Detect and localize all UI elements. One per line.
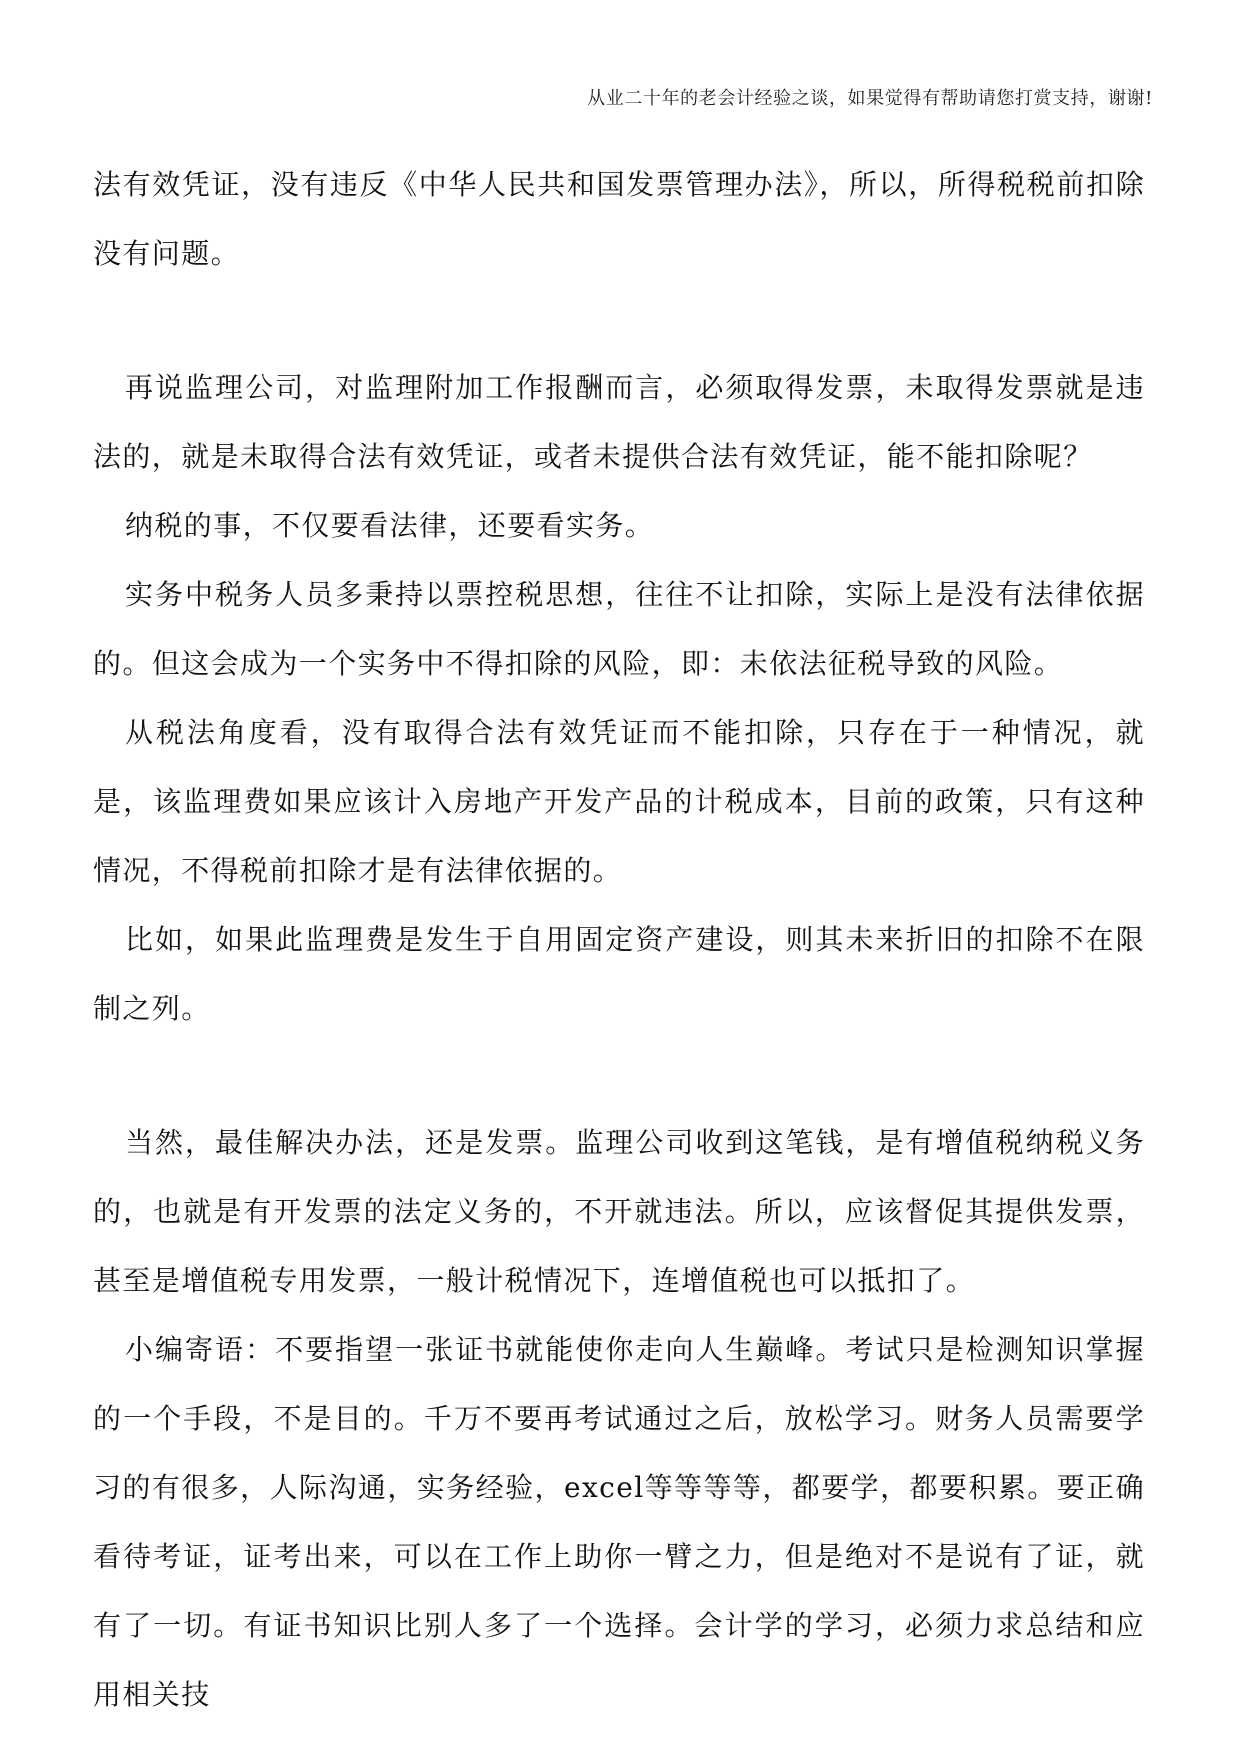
paragraph: 比如，如果此监理费是发生于自用固定资产建设，则其未来折旧的扣除不在限制之列。 <box>93 923 1145 1025</box>
paragraph: 实务中税务人员多秉持以票控税思想，往往不让扣除，实际上是没有法律依据的。但这会成为一个实务中不得扣除的风险，即：未依法征税导致的风险。 <box>93 578 1145 680</box>
document-body <box>93 150 1145 1729</box>
paragraph: 纳税的事，不仅要看法律，还要看实务。 <box>125 509 655 542</box>
paragraph: 从税法角度看，没有取得合法有效凭证而不能扣除，只存在于一种情况，就是，该监理费如果应该计入房地产开发产品的计税成本，目前的政策，只有这种情况，不得税前扣除才是有法律依据的。 <box>93 716 1145 887</box>
header-note: 从业二十年的老会计经验之谈，如果觉得有帮助请您打赏支持，谢谢! <box>587 88 1153 109</box>
paragraph: 当然，最佳解决办法，还是发票。监理公司收到这笔钱，是有增值税纳税义务的，也就是有开发票的法定义务的，不开就违法。所以，应该督促其提供发票，甚至是增值税专用发票，一般计税情况下，连增值税也可以抵扣了。 <box>93 1126 1145 1297</box>
paragraph: 法有效凭证，没有违反《中华人民共和国发票管理办法》，所以，所得税税前扣除没有问题。 <box>93 168 1145 270</box>
paragraph: 小编寄语：不要指望一张证书就能使你走向人生巅峰。考试只是检测知识掌握的一个手段，不是目的。千万不要再考试通过之后，放松学习。财务人员需要学习的有很多，人际沟通，实务经验，excel等等等等，都要学，都要积累。要正确看待考证，证考出来，可以在工作上助你一臂之力，但是绝对不是说有了证，就有了一切。有证书知识比别人多了一个选择。会计学的学习，必须力求总结和应用相关技 <box>93 1333 1145 1711</box>
paragraph: 再说监理公司，对监理附加工作报酬而言，必须取得发票，未取得发票就是违法的，就是未取得合法有效凭证，或者未提供合法有效凭证，能不能扣除呢？ <box>93 371 1145 473</box>
